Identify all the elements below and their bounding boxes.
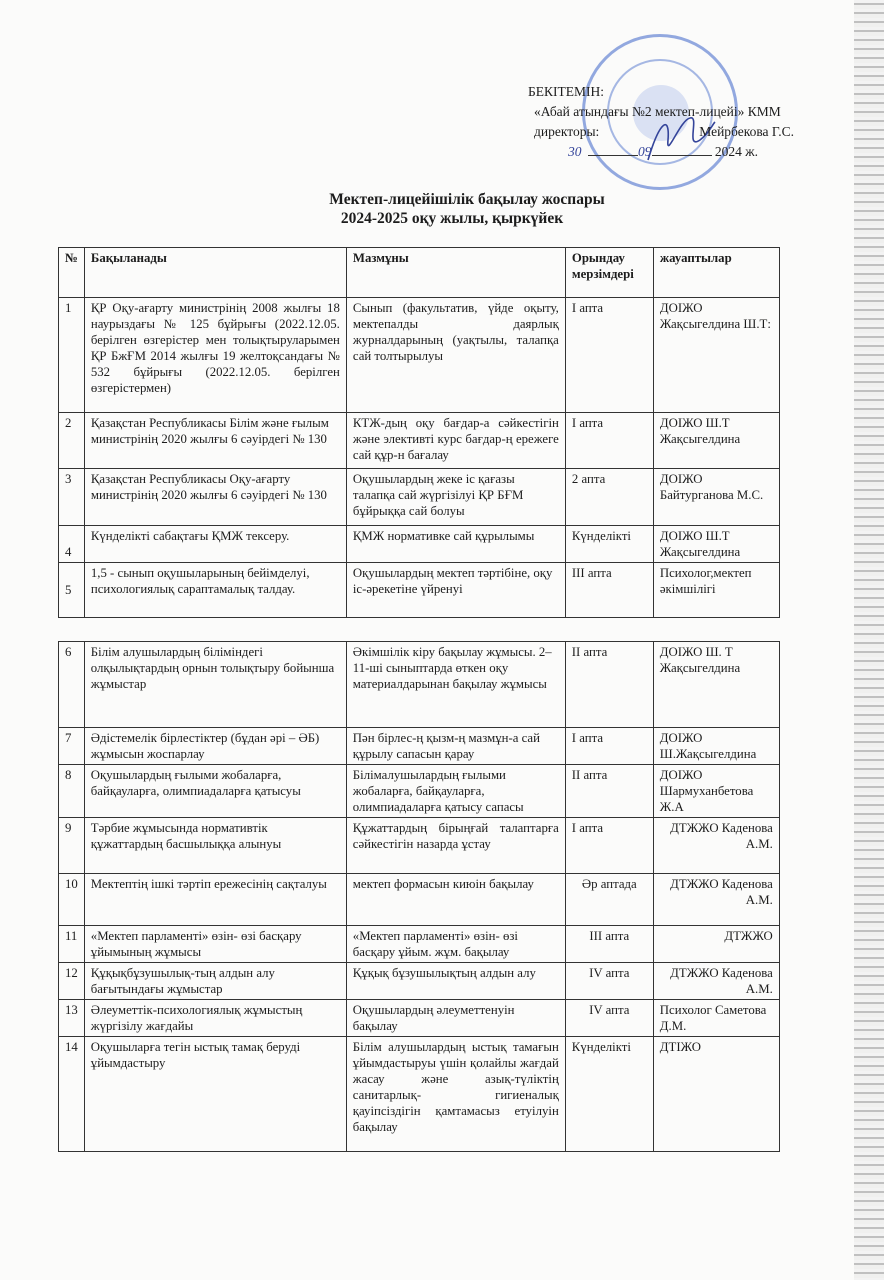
- table-row: [59, 874, 780, 926]
- table-row: [59, 963, 780, 1000]
- row-responsible: ДТЖЖО: [653, 926, 779, 963]
- row-responsible: ДТІЖО: [653, 1037, 779, 1152]
- row-content: Құқық бұзушылықтың алдын алу: [346, 963, 565, 1000]
- row-responsible: ДТЖЖО Каденова А.М.: [653, 874, 779, 926]
- table-row: [59, 642, 780, 728]
- row-content: Сынып (факультатив, үйде оқыту, мектепалды даярлық журналдарының (уақтылы, талапқа сай толтырылуы: [346, 298, 565, 413]
- document-subtitle: 2024-2025 оқу жылы, қыркүйек: [340, 210, 564, 227]
- row-number: 14: [59, 1037, 85, 1152]
- row-term: II апта: [565, 765, 653, 818]
- row-number: 7: [59, 728, 85, 765]
- row-responsible: Психолог,мектеп әкімшілігі: [653, 563, 779, 618]
- row-content: мектеп формасын киюін бақылау: [346, 874, 565, 926]
- row-number: 4: [59, 526, 85, 563]
- table-row: [59, 728, 780, 765]
- row-subject: Құқықбұзушылық-тың алдын алу бағытындағы жұмыстар: [84, 963, 346, 1000]
- row-number: 2: [59, 413, 85, 469]
- row-responsible: ДОІЖО Ш.Т Жақсыгелдина: [653, 526, 779, 563]
- row-responsible: ДОІЖО Байтурганова М.С.: [653, 469, 779, 526]
- row-term: Әр аптада: [565, 874, 653, 926]
- row-number: 8: [59, 765, 85, 818]
- row-responsible: ДОІЖО Ш. Т Жақсыгелдина: [653, 642, 779, 728]
- row-subject: Қазақстан Республикасы Оқу-ағарту министрінің 2020 жылғы 6 сәуірдегі № 130: [84, 469, 346, 526]
- row-content: КТЖ-дың оқу бағдар-а сәйкестігін және элективті курс бағдар-ң ережеге сай құр-н бағалау: [346, 413, 565, 469]
- row-subject: 1,5 - сынып оқушыларының бейімделуі, психологиялық сараптамалық талдау.: [84, 563, 346, 618]
- row-term: I апта: [565, 413, 653, 469]
- row-number: 10: [59, 874, 85, 926]
- row-responsible: Психолог Саметова Д.М.: [653, 1000, 779, 1037]
- table-header-row: [59, 248, 780, 298]
- row-content: Білімалушылардың ғылыми жобаларға, байқауларға, олимпиадаларға қатысу сапасы: [346, 765, 565, 818]
- row-term: IV апта: [565, 963, 653, 1000]
- date-month: 09: [638, 144, 652, 159]
- director-label: директоры:: [534, 124, 600, 139]
- table-row: [59, 563, 780, 618]
- row-term: II апта: [565, 642, 653, 728]
- row-responsible: ДОІЖО Шармуханбетова Ж.А: [653, 765, 779, 818]
- row-content: Оқушылардың жеке іс қағазы талапқа сай жүргізілуі ҚР БҒМ бұйрыққа сай болуы: [346, 469, 565, 526]
- row-number: 3: [59, 469, 85, 526]
- table-row: [59, 765, 780, 818]
- row-responsible: ДОІЖО Ш.Т Жақсыгелдина: [653, 413, 779, 469]
- table-row: [59, 1000, 780, 1037]
- row-number: 5: [59, 563, 85, 618]
- table-row: [59, 413, 780, 469]
- row-content: Әкімшілік кіру бақылау жұмысы. 2–11-ші сыныптарда өткен оқу материалдарынан бақылау жұмысы: [346, 642, 565, 728]
- table-row: [59, 298, 780, 413]
- row-responsible: ДТЖЖО Каденова А.М.: [653, 818, 779, 874]
- table-row: [59, 926, 780, 963]
- row-subject: Күнделікті сабақтағы ҚМЖ тексеру.: [84, 526, 346, 563]
- row-term: I апта: [565, 728, 653, 765]
- row-responsible: ДОІЖО Жақсыгелдина Ш.Т:: [653, 298, 779, 413]
- header-responsible: жауаптылар: [653, 248, 779, 298]
- row-term: 2 апта: [565, 469, 653, 526]
- approval-org: «Абай атындағы №2 мектеп-лицейі» КММ: [534, 104, 781, 119]
- row-content: Оқушылардың әлеуметтенуін бақылау: [346, 1000, 565, 1037]
- row-subject: ҚР Оқу-ағарту министрінің 2008 жылғы 18 наурыздағы № 125 бұйрығы (2022.12.05. берілген өзгерістер мен толықтыруларымен ҚР БжҒМ 2014 жылғы 19 желтоқсандағы № 532 бұйрығы (2022.12.05. берілген өзгерістермен): [84, 298, 346, 413]
- row-subject: Қазақстан Республикасы Білім және ғылым министрінің 2020 жылғы 6 сәуірдегі № 130: [84, 413, 346, 469]
- row-content: Білім алушылардың ыстық тамағын ұйымдастыруы үшін қолайлы жағдай жасау және азық-түліктің санитарлық- гигиеналық қауіпсіздігін қамтамасыз етуілуін бақылау: [346, 1037, 565, 1152]
- row-subject: Мектептің ішкі тәртіп ережесінің сақталуы: [84, 874, 346, 926]
- row-number: 12: [59, 963, 85, 1000]
- row-term: Күнделікті: [565, 1037, 653, 1152]
- row-content: «Мектеп парламенті» өзін- өзі басқару ұйым. жұм. бақылау: [346, 926, 565, 963]
- row-term: I апта: [565, 818, 653, 874]
- row-subject: Оқушыларға тегін ыстық тамақ беруді ұйымдастыру: [84, 1037, 346, 1152]
- row-number: 1: [59, 298, 85, 413]
- row-subject: «Мектеп парламенті» өзін- өзі басқару ұйымының жұмысы: [84, 926, 346, 963]
- table-row: [59, 526, 780, 563]
- row-term: I апта: [565, 298, 653, 413]
- table-row: [59, 469, 780, 526]
- header-subject: Бақыланады: [84, 248, 346, 298]
- row-number: 9: [59, 818, 85, 874]
- row-subject: Әдістемелік бірлестіктер (бұдан әрі – ӘБ) жұмысын жоспарлау: [84, 728, 346, 765]
- row-responsible: ДТЖЖО Каденова А.М.: [653, 963, 779, 1000]
- document-title-block: [0, 190, 884, 228]
- row-responsible: ДОІЖО Ш.Жақсыгелдина: [653, 728, 779, 765]
- approval-heading: БЕКІТЕМІН:: [528, 84, 604, 99]
- row-content: ҚМЖ нормативке сай құрылымы: [346, 526, 565, 563]
- row-term: III апта: [565, 926, 653, 963]
- approval-block: [528, 82, 794, 162]
- table-row: [59, 1037, 780, 1152]
- row-subject: Тәрбие жұмысында нормативтік құжаттардың басшылыққа алынуы: [84, 818, 346, 874]
- row-subject: Оқушылардың ғылыми жобаларға, байқауларға, олимпиадаларға қатысуы: [84, 765, 346, 818]
- row-term: IV апта: [565, 1000, 653, 1037]
- row-term: Күнделікті: [565, 526, 653, 563]
- row-number: 11: [59, 926, 85, 963]
- table-row: [59, 818, 780, 874]
- date-day: 30: [568, 144, 582, 159]
- row-subject: Білім алушылардың біліміндегі олқылықтардың орнын толықтыру бойынша жұмыстар: [84, 642, 346, 728]
- row-subject: Әлеуметтік-психологиялық жұмыстың жүргізілу жағдайы: [84, 1000, 346, 1037]
- row-content: Пән бірлес-ң қызм-ң мазмұн-а сай құрылу сапасын қарау: [346, 728, 565, 765]
- row-number: 13: [59, 1000, 85, 1037]
- date-year: 2024 ж.: [714, 144, 758, 159]
- document-title: Мектеп-лицейішілік бақылау жоспары: [329, 191, 605, 208]
- header-content: Мазмұны: [346, 248, 565, 298]
- header-number: №: [59, 248, 85, 298]
- row-term: III апта: [565, 563, 653, 618]
- director-name: Мейрбекова Г.С.: [699, 124, 794, 139]
- row-number: 6: [59, 642, 85, 728]
- control-plan-table-part-2: [58, 641, 780, 1152]
- control-plan-table-part-1: [58, 247, 780, 618]
- row-content: Құжаттардың бірыңғай талаптарға сәйкестігін назарда ұстау: [346, 818, 565, 874]
- row-content: Оқушылардың мектеп тәртібіне, оқу іс-әрекетіне үйренуі: [346, 563, 565, 618]
- header-term: Орындау мерзімдері: [565, 248, 653, 298]
